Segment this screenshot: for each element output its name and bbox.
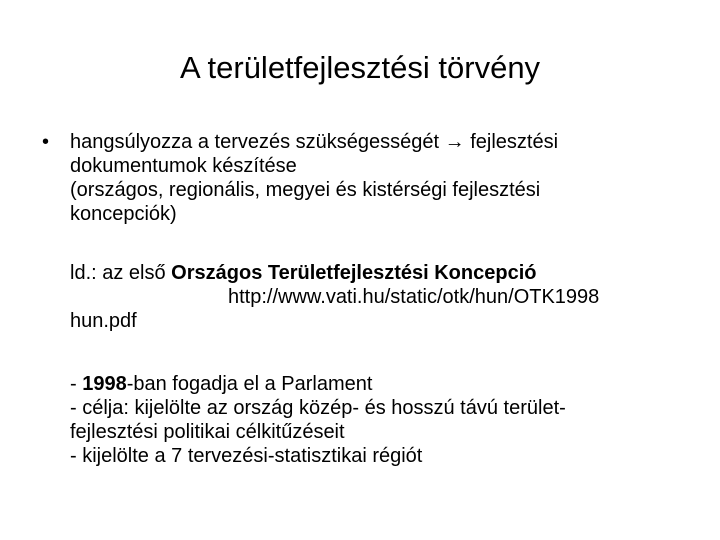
- fact-line-2: - célja: kijelölte az ország közép- és hosszú távú terület-: [70, 397, 566, 419]
- reference-title: Országos Területfejlesztési Koncepció: [171, 262, 537, 284]
- fact-dash: -: [70, 373, 83, 395]
- reference-url-continuation[interactable]: hun.pdf: [70, 310, 137, 332]
- slide-title: A területfejlesztési törvény: [179, 50, 541, 85]
- bullet-line-1: hangsúlyozza a tervezés szükségességét → fejlesztési: [70, 131, 559, 153]
- reference-block: [42, 261, 692, 333]
- fact-line-1: [70, 372, 692, 396]
- fact-line-3: fejlesztési politikai célkitűzéseit: [70, 421, 345, 443]
- reference-prefix: ld.: az első: [70, 262, 172, 284]
- fact-year: 1998: [82, 373, 127, 395]
- bullet-line-4: koncepciók): [70, 203, 177, 225]
- reference-url[interactable]: http://www.vati.hu/static/otk/hun/OTK1998: [228, 286, 600, 308]
- bullet-line-3: (országos, regionális, megyei és kistérségi fejlesztési: [70, 179, 541, 201]
- bullet-item: [42, 130, 692, 226]
- reference-line: [70, 261, 692, 285]
- facts-block: [42, 372, 692, 468]
- bullet-dot-icon: •: [42, 131, 50, 153]
- bullet-line-2: dokumentumok készítése: [70, 155, 297, 177]
- fact-line-1-text: -ban fogadja el a Parlament: [126, 373, 373, 395]
- slide-body: [42, 130, 692, 468]
- fact-line-4: - kijelölte a 7 tervezési-statisztikai régiót: [70, 445, 423, 467]
